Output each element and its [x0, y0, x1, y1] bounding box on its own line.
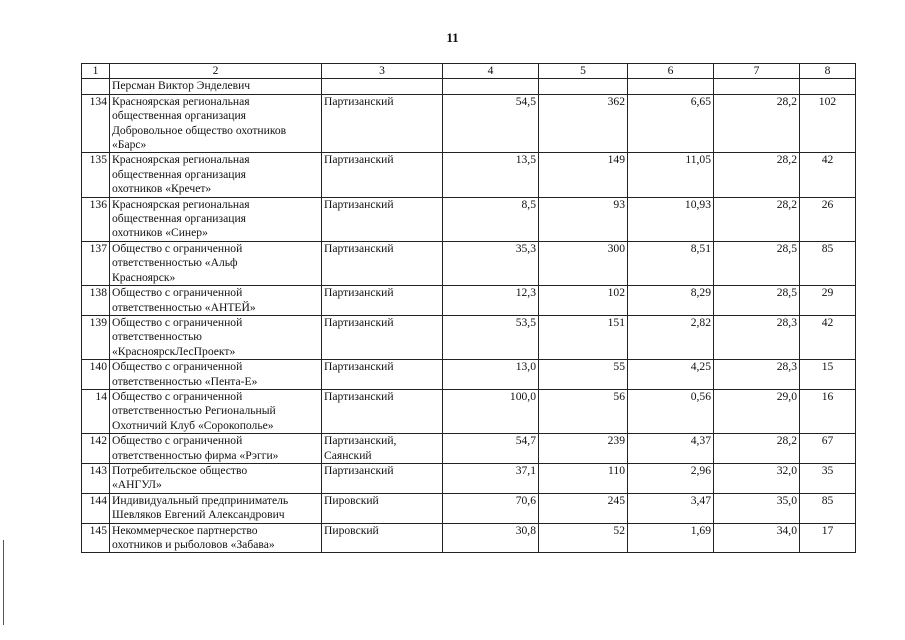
organization-name-line: Общество с ограниченной [112, 434, 243, 448]
organization-name-line: охотников «Кречет» [112, 182, 212, 196]
value-cell-c8: 16 [800, 389, 856, 433]
table-row [82, 434, 856, 464]
organization-cell [110, 197, 322, 241]
value-cell-c4: 100,0 [443, 389, 539, 433]
organization-name-line: Охотничий Клуб «Сорокополье» [112, 418, 274, 432]
page-number: 11 [446, 30, 459, 45]
column-header-1: 1 [82, 64, 110, 79]
organization-name-line: общественная организация [112, 212, 246, 226]
table-row [82, 315, 856, 359]
district-name-line: Пировский [324, 523, 379, 537]
value-cell-c6: 2,82 [628, 315, 714, 359]
value-cell-c6: 4,37 [628, 434, 714, 464]
district-cell [322, 389, 443, 433]
district-cell [322, 434, 443, 464]
value-cell-c8: 85 [800, 493, 856, 523]
value-cell-c5: 245 [539, 493, 628, 523]
district-cell [322, 523, 443, 553]
row-number-cell: 143 [82, 463, 110, 493]
organization-cell [110, 315, 322, 359]
continuation-empty-cell [714, 79, 800, 94]
organization-cell [110, 241, 322, 285]
value-cell-c4: 13,0 [443, 360, 539, 390]
organization-name-line: ответственностью «Пента-Е» [112, 374, 258, 388]
row-number-cell: 140 [82, 360, 110, 390]
district-name-line: Партизанский [324, 286, 394, 300]
district-cell [322, 197, 443, 241]
row-number-cell: 135 [82, 153, 110, 197]
organization-cell [110, 286, 322, 316]
continuation-row [82, 79, 856, 94]
district-name-line: Партизанский [324, 241, 394, 255]
value-cell-c7: 28,2 [714, 434, 800, 464]
value-cell-c5: 52 [539, 523, 628, 553]
value-cell-c6: 4,25 [628, 360, 714, 390]
organization-name-line: Красноярская региональная [112, 197, 250, 211]
value-cell-c7: 28,2 [714, 153, 800, 197]
value-cell-c7: 29,0 [714, 389, 800, 433]
organization-cell [110, 360, 322, 390]
organization-cell [110, 94, 322, 153]
organization-name-line: «КрасноярскЛесПроект» [112, 344, 236, 358]
value-cell-c8: 35 [800, 463, 856, 493]
scan-margin-line [3, 540, 4, 625]
district-name-line: Партизанский [324, 315, 394, 329]
value-cell-c4: 35,3 [443, 241, 539, 285]
continuation-empty-cell [443, 79, 539, 94]
district-name-line: Пировский [324, 493, 379, 507]
value-cell-c4: 54,5 [443, 94, 539, 153]
value-cell-c5: 102 [539, 286, 628, 316]
organization-name-line: Общество с ограниченной [112, 241, 243, 255]
value-cell-c8: 85 [800, 241, 856, 285]
value-cell-c6: 8,29 [628, 286, 714, 316]
value-cell-c7: 28,2 [714, 197, 800, 241]
organization-cell [110, 389, 322, 433]
organization-name-line: Общество с ограниченной [112, 360, 243, 374]
value-cell-c8: 67 [800, 434, 856, 464]
table-row [82, 493, 856, 523]
value-cell-c5: 149 [539, 153, 628, 197]
value-cell-c6: 10,93 [628, 197, 714, 241]
row-number-cell: 136 [82, 197, 110, 241]
value-cell-c4: 54,7 [443, 434, 539, 464]
value-cell-c7: 32,0 [714, 463, 800, 493]
value-cell-c4: 37,1 [443, 463, 539, 493]
registry-table [81, 63, 856, 553]
value-cell-c7: 28,5 [714, 286, 800, 316]
district-cell [322, 286, 443, 316]
value-cell-c4: 30,8 [443, 523, 539, 553]
organization-name-line: Потребительское общество [112, 463, 248, 477]
column-header-5: 5 [539, 64, 628, 79]
organization-name-line: Красноярская региональная [112, 153, 250, 167]
continuation-name-cell: Персман Виктор Энделевич [110, 79, 322, 94]
value-cell-c7: 28,5 [714, 241, 800, 285]
row-number-cell: 139 [82, 315, 110, 359]
column-header-6: 6 [628, 64, 714, 79]
organization-name-line: Некоммерческое партнерство [112, 523, 258, 537]
value-cell-c8: 29 [800, 286, 856, 316]
column-header-3: 3 [322, 64, 443, 79]
organization-name-line: Общество с ограниченной [112, 286, 243, 300]
value-cell-c4: 53,5 [443, 315, 539, 359]
value-cell-c8: 42 [800, 315, 856, 359]
organization-name-line: Добровольное общество охотников [112, 123, 287, 137]
district-cell [322, 493, 443, 523]
district-name-line: Партизанский [324, 463, 394, 477]
value-cell-c5: 110 [539, 463, 628, 493]
value-cell-c5: 151 [539, 315, 628, 359]
district-name-line: Партизанский [324, 389, 394, 403]
district-cell [322, 241, 443, 285]
value-cell-c5: 239 [539, 434, 628, 464]
value-cell-c5: 300 [539, 241, 628, 285]
column-header-4: 4 [443, 64, 539, 79]
value-cell-c8: 17 [800, 523, 856, 553]
continuation-empty-cell [800, 79, 856, 94]
organization-name-line: общественная организация [112, 167, 246, 181]
district-cell [322, 153, 443, 197]
organization-cell [110, 153, 322, 197]
column-header-7: 7 [714, 64, 800, 79]
value-cell-c5: 55 [539, 360, 628, 390]
district-cell [322, 463, 443, 493]
district-name-line: Партизанский, [324, 434, 397, 448]
organization-name-line: Шевляков Евгений Александрович [112, 508, 285, 522]
table-row [82, 463, 856, 493]
organization-name-line: ответственностью фирма «Рэгги» [112, 448, 279, 462]
organization-name-line: ответственностью Региональный [112, 404, 276, 418]
continuation-empty-cell [628, 79, 714, 94]
organization-name-line: общественная организация [112, 109, 246, 123]
table-row [82, 241, 856, 285]
organization-cell [110, 463, 322, 493]
organization-name-line: охотников «Синер» [112, 226, 208, 240]
table-row [82, 389, 856, 433]
district-name-line: Партизанский [324, 153, 394, 167]
value-cell-c7: 28,3 [714, 315, 800, 359]
district-name-line: Партизанский [324, 197, 394, 211]
continuation-number-cell [82, 79, 110, 94]
registry-table-body [82, 64, 856, 553]
row-number-cell: 144 [82, 493, 110, 523]
value-cell-c8: 102 [800, 94, 856, 153]
organization-name-line: Красноярск» [112, 270, 176, 284]
organization-name-line: «Барс» [112, 138, 147, 152]
organization-cell [110, 434, 322, 464]
row-number-cell: 137 [82, 241, 110, 285]
value-cell-c8: 42 [800, 153, 856, 197]
value-cell-c6: 1,69 [628, 523, 714, 553]
district-name-line: Партизанский [324, 94, 394, 108]
value-cell-c6: 0,56 [628, 389, 714, 433]
row-number-cell: 142 [82, 434, 110, 464]
organization-cell [110, 493, 322, 523]
district-cell [322, 360, 443, 390]
table-row [82, 286, 856, 316]
organization-name-line: ответственностью [112, 330, 202, 344]
value-cell-c5: 56 [539, 389, 628, 433]
organization-name-line: Общество с ограниченной [112, 389, 243, 403]
district-cell [322, 94, 443, 153]
table-row [82, 197, 856, 241]
organization-name-line: «АНГУЛ» [112, 478, 162, 492]
organization-name-line: Красноярская региональная [112, 94, 250, 108]
column-header-8: 8 [800, 64, 856, 79]
value-cell-c7: 34,0 [714, 523, 800, 553]
continuation-empty-cell [539, 79, 628, 94]
value-cell-c6: 8,51 [628, 241, 714, 285]
column-header-2: 2 [110, 64, 322, 79]
value-cell-c6: 3,47 [628, 493, 714, 523]
organization-name-line: Общество с ограниченной [112, 315, 243, 329]
value-cell-c6: 2,96 [628, 463, 714, 493]
organization-name-line: ответственностью «Альф [112, 256, 238, 270]
value-cell-c7: 28,3 [714, 360, 800, 390]
value-cell-c4: 8,5 [443, 197, 539, 241]
row-number-cell: 134 [82, 94, 110, 153]
value-cell-c7: 28,2 [714, 94, 800, 153]
value-cell-c8: 15 [800, 360, 856, 390]
value-cell-c6: 11,05 [628, 153, 714, 197]
district-cell [322, 315, 443, 359]
district-name-line: Партизанский [324, 360, 394, 374]
table-row [82, 523, 856, 553]
value-cell-c4: 70,6 [443, 493, 539, 523]
table-row [82, 94, 856, 153]
row-number-cell: 145 [82, 523, 110, 553]
district-name-line: Саянский [324, 448, 372, 462]
value-cell-c6: 6,65 [628, 94, 714, 153]
row-number-cell: 138 [82, 286, 110, 316]
value-cell-c4: 12,3 [443, 286, 539, 316]
organization-name-line: ответственностью «АНТЕЙ» [112, 300, 256, 314]
row-number-cell: 14 [82, 389, 110, 433]
table-row [82, 360, 856, 390]
organization-name-line: охотников и рыболовов «Забава» [112, 538, 275, 551]
value-cell-c7: 35,0 [714, 493, 800, 523]
value-cell-c5: 93 [539, 197, 628, 241]
organization-name-line: Индивидуальный предприниматель [112, 493, 289, 507]
organization-cell [110, 523, 322, 553]
value-cell-c5: 362 [539, 94, 628, 153]
value-cell-c8: 26 [800, 197, 856, 241]
column-number-row [82, 64, 856, 79]
table-row [82, 153, 856, 197]
value-cell-c4: 13,5 [443, 153, 539, 197]
continuation-empty-cell [322, 79, 443, 94]
